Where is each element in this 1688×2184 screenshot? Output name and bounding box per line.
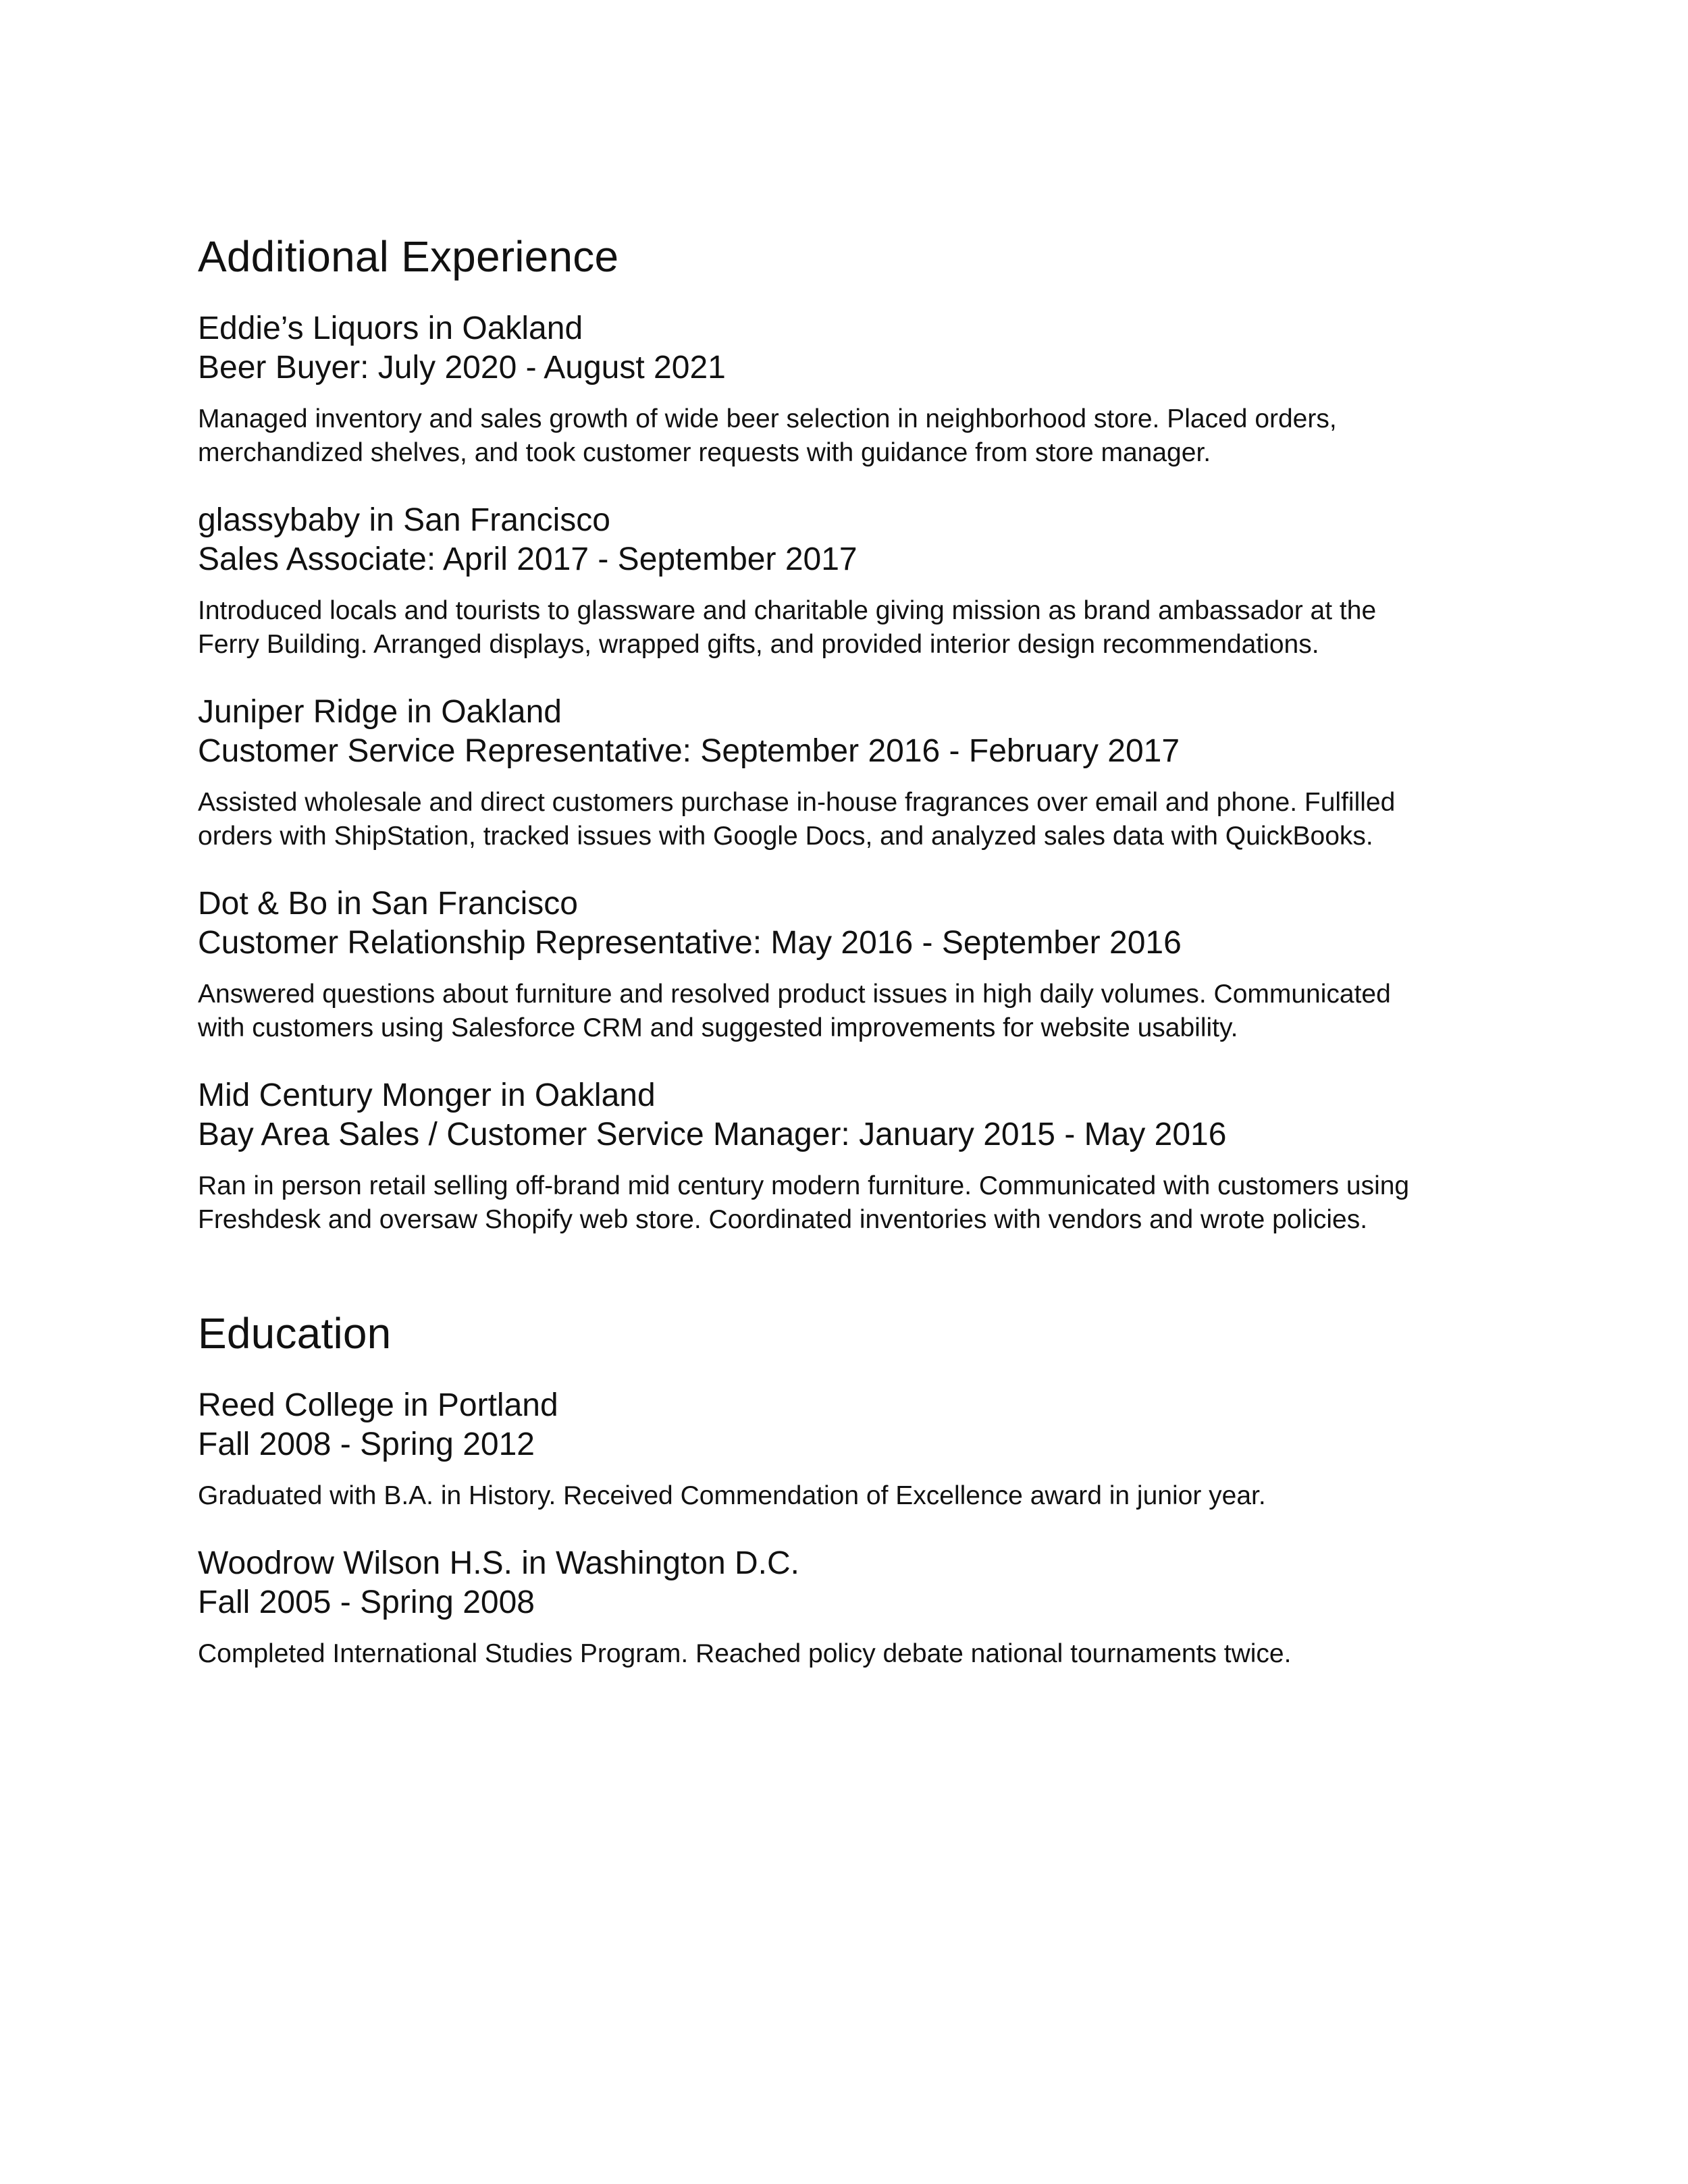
role-dates: Customer Relationship Representative: May 2016 - September 2016 (198, 925, 1182, 961)
entry-description (198, 402, 1521, 470)
section-title-additional-experience: Additional Experience (198, 232, 619, 281)
employer-location: Juniper Ridge in Oakland (198, 694, 562, 730)
employer-location: glassybaby in San Francisco (198, 502, 610, 538)
experience-entry (198, 309, 1521, 470)
experience-list (198, 309, 1521, 1237)
entry-description (198, 594, 1521, 662)
role-dates: Bay Area Sales / Customer Service Manager: January 2015 - May 2016 (198, 1117, 1227, 1152)
description-line: Completed International Studies Program. Reached policy debate national tournaments twice. (198, 1639, 1292, 1668)
entry-description (198, 1169, 1521, 1237)
employer-location: Mid Century Monger in Oakland (198, 1077, 656, 1113)
resume-page (198, 230, 1521, 1671)
role-dates: Customer Service Representative: September 2016 - February 2017 (198, 733, 1180, 769)
description-line: Ferry Building. Arranged displays, wrapped gifts, and provided interior design recommendations. (198, 630, 1319, 659)
school-location: Reed College in Portland (198, 1387, 558, 1423)
description-line: Managed inventory and sales growth of wide beer selection in neighborhood store. Placed orders, (198, 404, 1337, 433)
description-line: Freshdesk and oversaw Shopify web store. Coordinated inventories with vendors and wrote policies. (198, 1205, 1368, 1234)
section-title-education: Education (198, 1309, 392, 1358)
description-line: with customers using Salesforce CRM and suggested improvements for website usability. (198, 1013, 1238, 1042)
description-line: Assisted wholesale and direct customers purchase in-house fragrances over email and phone. Fulfilled (198, 788, 1396, 817)
entry-description (198, 1637, 1521, 1671)
entry-description (198, 786, 1521, 853)
education-entry (198, 1544, 1521, 1671)
experience-entry (198, 884, 1521, 1045)
role-dates: Sales Associate: April 2017 - September 2017 (198, 541, 858, 577)
role-dates: Beer Buyer: July 2020 - August 2021 (198, 350, 726, 385)
description-line: Graduated with B.A. in History. Received Commendation of Excellence award in junior year. (198, 1481, 1266, 1510)
description-line: merchandized shelves, and took customer requests with guidance from store manager. (198, 438, 1211, 467)
description-line: Ran in person retail selling off-brand mid century modern furniture. Communicated with customers using (198, 1171, 1410, 1200)
experience-entry (198, 1076, 1521, 1237)
entry-description (198, 1479, 1521, 1513)
experience-entry (198, 693, 1521, 853)
employer-location: Dot & Bo in San Francisco (198, 886, 578, 922)
employer-location: Eddie’s Liquors in Oakland (198, 311, 583, 346)
description-line: Introduced locals and tourists to glassware and charitable giving mission as brand ambassador at the (198, 596, 1377, 625)
school-location: Woodrow Wilson H.S. in Washington D.C. (198, 1545, 799, 1581)
education-entry (198, 1386, 1521, 1513)
education-list (198, 1386, 1521, 1671)
description-line: orders with ShipStation, tracked issues with Google Docs, and analyzed sales data with QuickBooks. (198, 822, 1373, 851)
education-dates: Fall 2005 - Spring 2008 (198, 1584, 535, 1620)
experience-entry (198, 501, 1521, 662)
description-line: Answered questions about furniture and resolved product issues in high daily volumes. Communicated (198, 980, 1391, 1009)
entry-description (198, 978, 1521, 1045)
education-dates: Fall 2008 - Spring 2012 (198, 1427, 535, 1462)
